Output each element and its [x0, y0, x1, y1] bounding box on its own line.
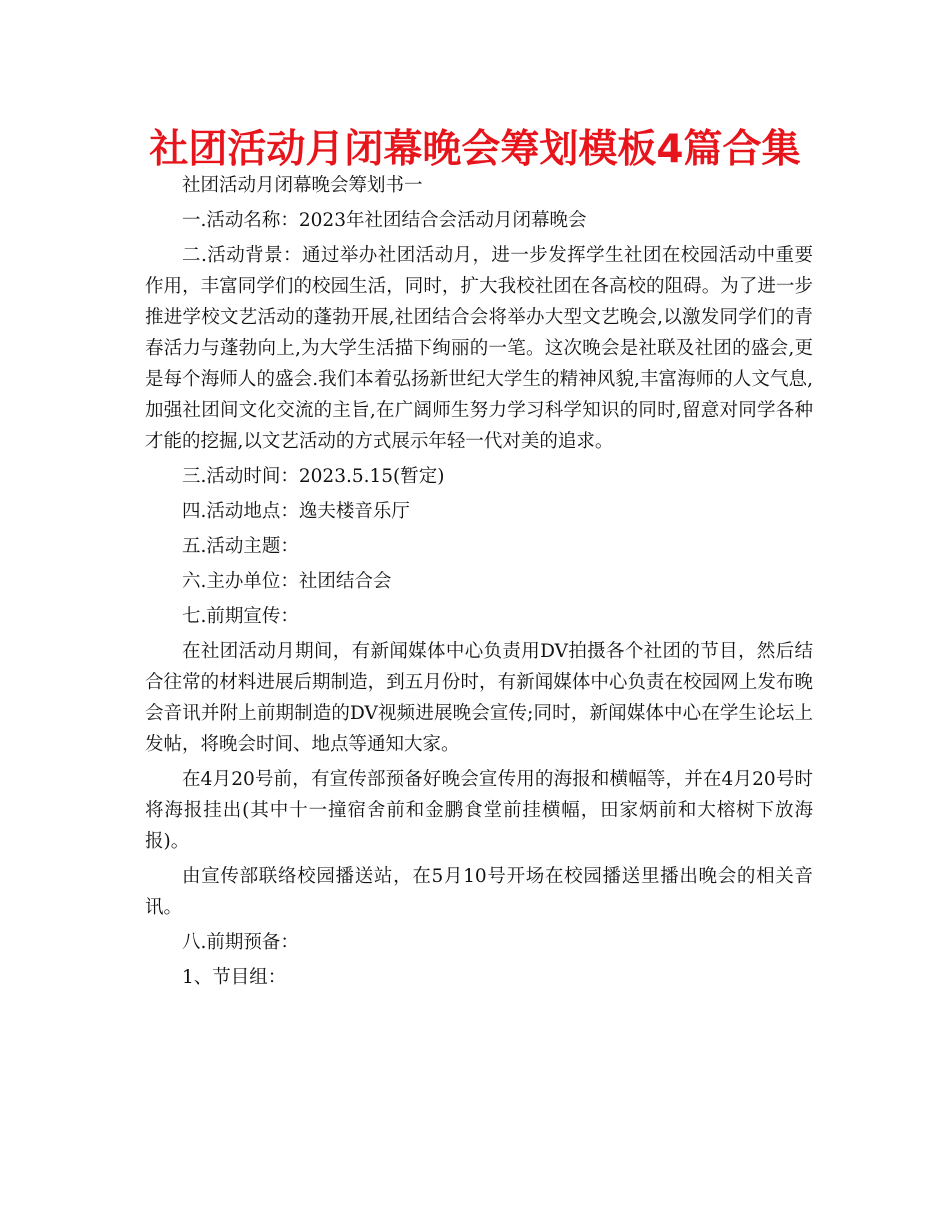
activity-location-paragraph: 四.活动地点：逸夫楼音乐厅 [182, 501, 410, 522]
publicity-broadcast-paragraph: 由宣传部联络校园播送站，在5月10号开场在校园播送里播出晚会的相关音讯。 [145, 866, 813, 918]
publicity-heading: 七.前期宣传： [182, 606, 299, 627]
preparation-heading: 八.前期预备： [182, 932, 299, 953]
document-body [145, 170, 813, 997]
publicity-media-paragraph: 在社团活动月期间，有新闻媒体中心负责用DV拍摄各个社团的节目，然后结合往常的材料进展后期制造，到五月份时，有新闻媒体中心负责在校园网上发布晚会音讯并附上前期制造的DV视频进展晚会宣传;同时，新闻媒体中心在学生论坛上发帖，将晚会时间、地点等通知大家。 [145, 641, 813, 755]
document-title: 社团活动月闭幕晚会筹划模板4篇合集 [149, 127, 801, 172]
program-group-item: 1、节目组： [182, 967, 287, 988]
activity-name-paragraph: 一.活动名称：2023年社团结合会活动月闭幕晚会 [182, 210, 587, 231]
activity-time-paragraph: 三.活动时间：2023.5.15(暂定) [182, 466, 445, 487]
publicity-poster-paragraph: 在4月20号前，有宣传部预备好晚会宣传用的海报和横幅等，并在4月20号时将海报挂出(其中十一撞宿舍前和金鹏食堂前挂横幅，田家炳前和大榕树下放海报)。 [145, 769, 813, 852]
activity-theme-paragraph: 五.活动主题： [182, 536, 299, 557]
activity-background-paragraph: 二.活动背景：通过举办社团活动月，进一步发挥学生社团在校园活动中重要作用，丰富同学们的校园生活，同时，扩大我校社团在各高校的阻碍。为了进一步推进学校文艺活动的蓬勃开展,社团结合会将举办大型文艺晚会,以激发同学们的青春活力与蓬勃向上,为大学生活描下绚丽的一笔。这次晚会是社联及社团的盛会,更是每个海师人的盛会.我们本着弘扬新世纪大学生的精神风貌,丰富海师的人文气息,加强社团间文化交流的主旨,在广阔师生努力学习科学知识的同时,留意对同学各种才能的挖掘,以文艺活动的方式展示年轻一代对美的追求。 [145, 245, 813, 452]
section-heading: 社团活动月闭幕晚会筹划书一 [182, 175, 423, 196]
organizer-paragraph: 六.主办单位：社团结合会 [182, 571, 392, 592]
